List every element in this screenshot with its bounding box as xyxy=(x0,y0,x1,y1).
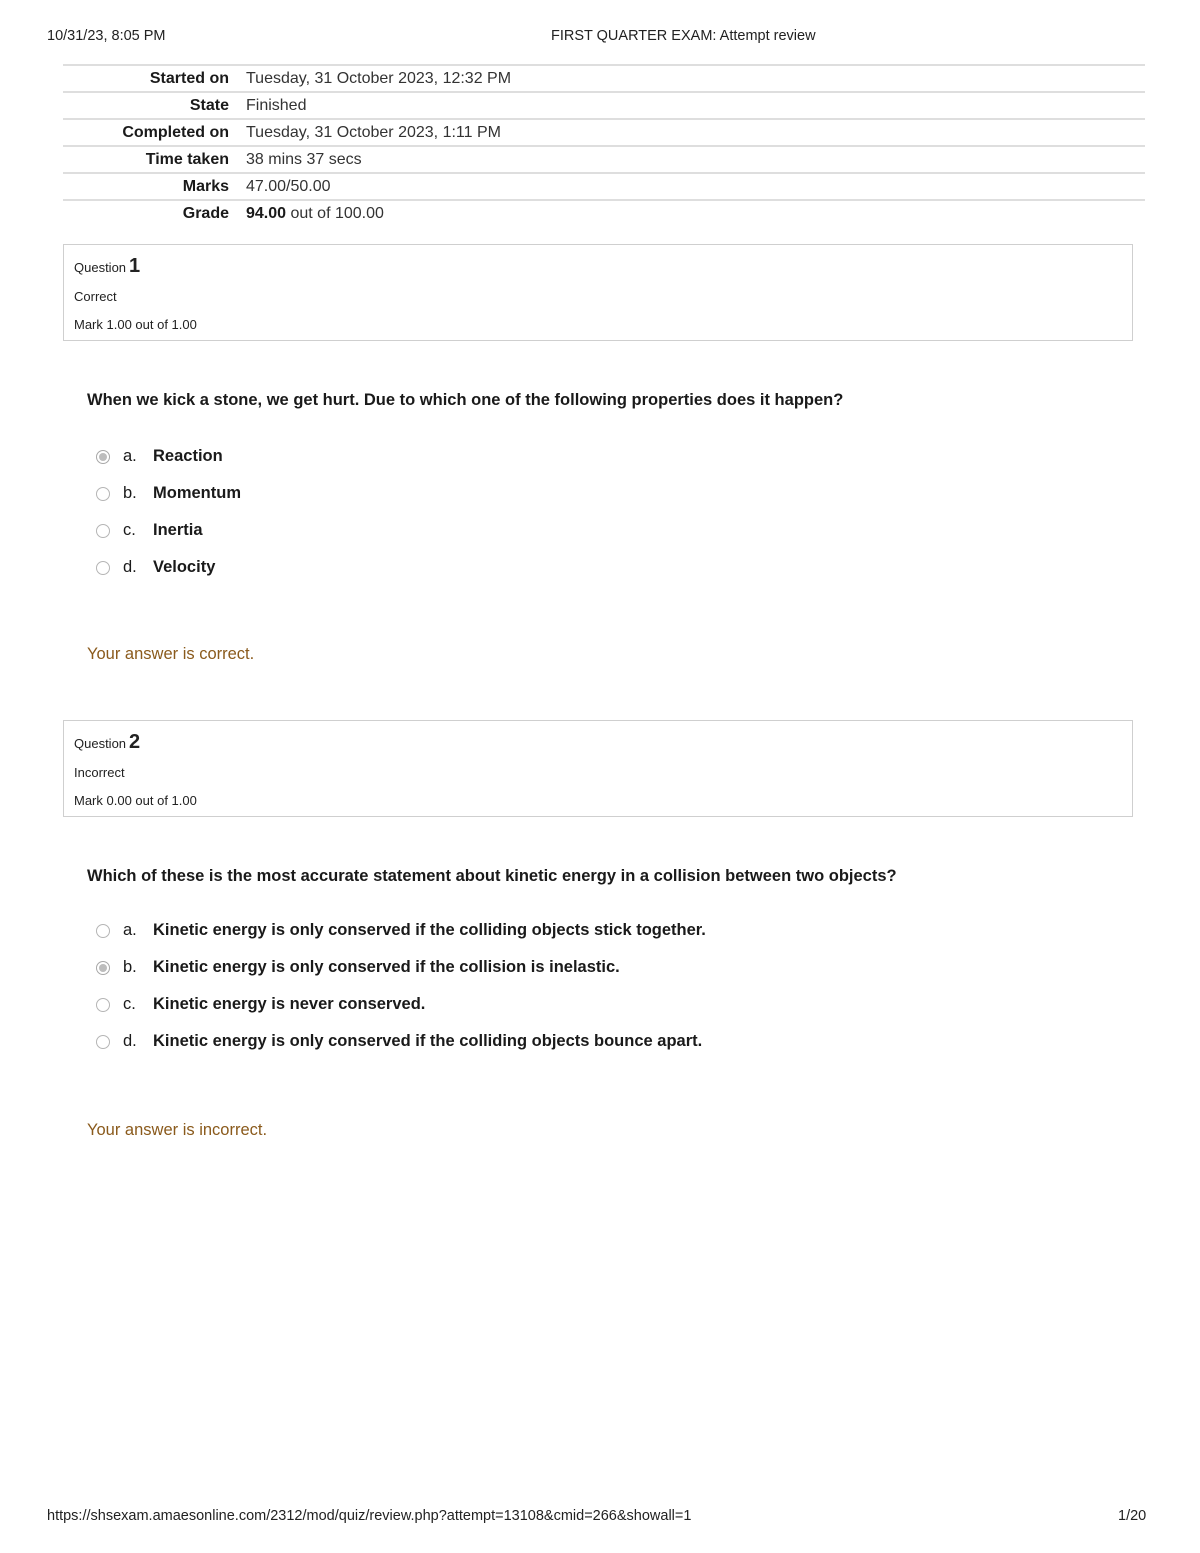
answer-text: Kinetic energy is only conserved if the colliding objects stick together. xyxy=(153,921,706,939)
summary-value: Tuesday, 31 October 2023, 1:11 PM xyxy=(246,123,501,141)
question-number xyxy=(74,255,140,278)
radio-icon[interactable] xyxy=(96,998,110,1012)
question-label: Question xyxy=(74,260,127,275)
radio-icon[interactable] xyxy=(96,561,110,575)
answer-text: Velocity xyxy=(153,558,216,576)
answer-letter: b. xyxy=(123,484,137,502)
answer-letter: a. xyxy=(123,921,137,939)
question-label: Question xyxy=(74,736,127,751)
summary-label: Grade xyxy=(182,205,229,222)
summary-row-grade xyxy=(63,200,1145,227)
summary-label: Completed on xyxy=(122,123,229,141)
question-mark: Mark 1.00 out of 1.00 xyxy=(74,317,197,332)
summary-row xyxy=(63,65,1145,92)
page-number: 1/20 xyxy=(1118,1508,1147,1524)
grade-score: 94.00 xyxy=(246,205,287,222)
answer-text: Reaction xyxy=(153,447,223,465)
answer-text: Kinetic energy is only conserved if the colliding objects bounce apart. xyxy=(153,1032,703,1050)
summary-label: Time taken xyxy=(145,150,229,168)
question-2-feedback: Your answer is incorrect. xyxy=(87,1121,268,1139)
summary-value: Finished xyxy=(246,96,307,114)
radio-icon[interactable] xyxy=(96,524,110,538)
question-number xyxy=(74,731,140,754)
summary-row xyxy=(63,119,1145,146)
question-state: Incorrect xyxy=(74,765,125,780)
radio-selected-icon[interactable] xyxy=(96,450,110,464)
question-2-info xyxy=(63,720,1133,817)
summary-grade-value xyxy=(246,200,1145,227)
answer-letter: d. xyxy=(123,1032,137,1050)
radio-icon[interactable] xyxy=(96,924,110,938)
summary-label: Started on xyxy=(149,69,229,87)
answer-text: Inertia xyxy=(153,521,203,539)
summary-label: Marks xyxy=(182,177,229,195)
summary-row xyxy=(63,146,1145,173)
answer-text: Momentum xyxy=(153,484,241,502)
answer-text: Kinetic energy is only conserved if the collision is inelastic. xyxy=(153,958,620,976)
print-date: 10/31/23, 8:05 PM xyxy=(47,28,166,44)
grade-out-of: out of 100.00 xyxy=(286,205,384,222)
question-1-info xyxy=(63,244,1133,341)
answer-letter: a. xyxy=(123,447,137,465)
question-1-text: When we kick a stone, we get hurt. Due to which one of the following properties does it happen? xyxy=(87,391,844,409)
page-url: https://shsexam.amaesonline.com/2312/mod/quiz/review.php?attempt=13108&cmid=266&showall=1 xyxy=(47,1508,692,1524)
summary-label: State xyxy=(189,96,229,114)
question-number-value: 2 xyxy=(129,731,141,753)
answer-letter: b. xyxy=(123,958,137,976)
radio-icon[interactable] xyxy=(96,1035,110,1049)
question-mark: Mark 0.00 out of 1.00 xyxy=(74,793,197,808)
summary-row xyxy=(63,92,1145,119)
summary-value: 47.00/50.00 xyxy=(246,177,331,195)
summary-row xyxy=(63,173,1145,200)
radio-icon[interactable] xyxy=(96,487,110,501)
question-number-value: 1 xyxy=(129,255,141,277)
question-1-feedback: Your answer is correct. xyxy=(87,645,255,663)
question-2-text: Which of these is the most accurate statement about kinetic energy in a collision between two objects? xyxy=(87,867,897,885)
attempt-summary-table xyxy=(63,64,1145,227)
summary-value: 38 mins 37 secs xyxy=(246,150,362,168)
answer-letter: c. xyxy=(123,995,136,1013)
question-state: Correct xyxy=(74,289,117,304)
summary-value: Tuesday, 31 October 2023, 12:32 PM xyxy=(246,69,512,87)
answer-letter: c. xyxy=(123,521,136,539)
answer-text: Kinetic energy is never conserved. xyxy=(153,995,426,1013)
print-page-title: FIRST QUARTER EXAM: Attempt review xyxy=(551,28,816,44)
answer-letter: d. xyxy=(123,558,137,576)
radio-selected-icon[interactable] xyxy=(96,961,110,975)
